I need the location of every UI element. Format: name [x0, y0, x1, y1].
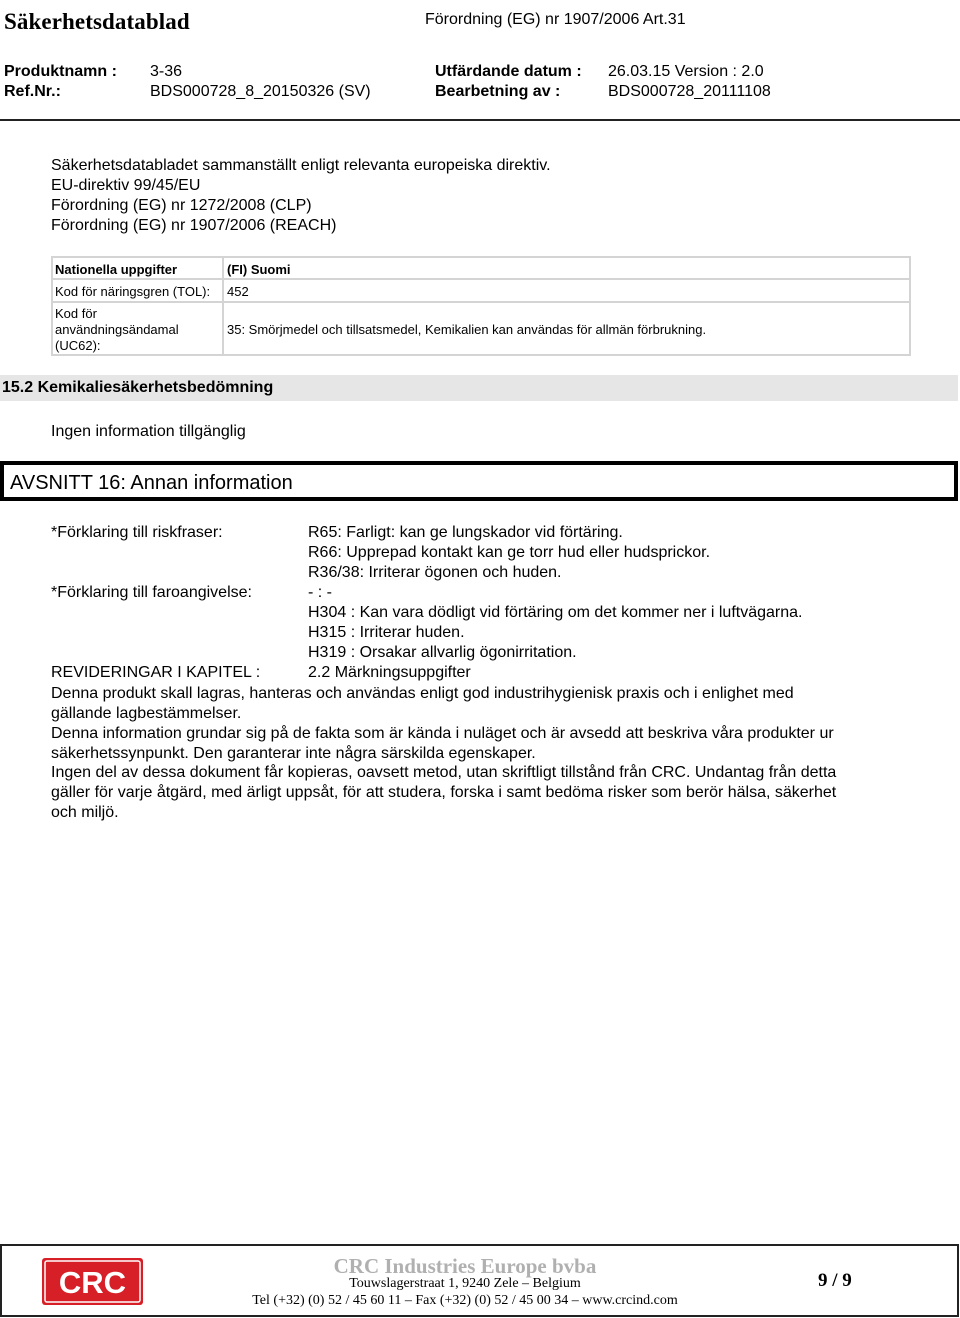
section-15-2-header — [0, 375, 958, 401]
header-divider — [0, 119, 960, 121]
ref-number-label: Ref.Nr.: — [4, 83, 61, 100]
risk-phrase: R66: Upprepad kontakt kan ge torr hud eller hudsprickor. — [308, 544, 711, 561]
paragraph-line: Ingen del av dessa dokument får kopieras, oavsett metod, utan skriftligt tillstånd från CRC. Undantag från detta — [51, 764, 837, 781]
issue-date-label: Utfärdande datum : — [435, 63, 582, 80]
hazard-statement: H304 : Kan vara dödligt vid förtäring om det kommer ner i luftvägarna. — [308, 604, 803, 621]
ref-number-value: BDS000728_8_20150326 (SV) — [150, 83, 371, 100]
table-row — [53, 280, 909, 303]
table-row — [53, 303, 909, 354]
table-row — [53, 258, 909, 280]
company-contact: Tel (+32) (0) 52 / 45 60 11 – Fax (+32) (0) 52 / 45 00 34 – www.crcind.com — [252, 1293, 678, 1308]
company-name: CRC Industries Europe bvba — [333, 1254, 597, 1278]
paragraph-line: Denna information grundar sig på de fakta som är kända i nuläget och är avsedd att beskriva våra produkter ur — [51, 725, 834, 742]
hazard-statement: - : - — [308, 584, 332, 601]
uc62-label-line: Kod för — [55, 306, 97, 321]
processing-label: Bearbetning av : — [435, 83, 561, 100]
section-15-2-body: Ingen information tillgänglig — [51, 423, 246, 440]
paragraph-line: säkerhetssynpunkt. Den garanterar inte några särskilda egenskaper. — [51, 745, 536, 762]
regulatory-line: Förordning (EG) nr 1272/2008 (CLP) — [51, 197, 312, 214]
tol-label: Kod för näringsgren (TOL): — [53, 280, 224, 301]
country-value: (FI) Suomi — [227, 262, 291, 277]
section-16-title: AVSNITT 16: Annan information — [10, 472, 293, 494]
risk-phrase: R36/38: Irriterar ögonen och huden. — [308, 564, 562, 581]
risk-phrase: R65: Farligt: kan ge lungskador vid förtäring. — [308, 524, 623, 541]
issue-date-value: 26.03.15 Version : 2.0 — [608, 63, 764, 80]
national-info-label: Nationella uppgifter — [53, 258, 224, 278]
logo-text: CRC — [58, 1265, 127, 1300]
revisions-label: REVIDERINGAR I KAPITEL : — [51, 664, 261, 681]
section-16-header — [0, 461, 958, 501]
national-info-table — [51, 256, 911, 356]
hazard-statement: H315 : Irriterar huden. — [308, 624, 465, 641]
product-name-label: Produktnamn : — [4, 63, 117, 80]
uc62-label-line: (UC62): — [55, 338, 101, 353]
uc62-label-line: användningsändamal — [55, 322, 179, 337]
risk-phrases-label: *Förklaring till riskfraser: — [51, 524, 223, 541]
hazard-statement: H319 : Orsakar allvarlig ögonirritation. — [308, 644, 577, 661]
regulatory-line: Förordning (EG) nr 1907/2006 (REACH) — [51, 217, 337, 234]
uc62-value: 35: Smörjmedel och tillsatsmedel, Kemikalien kan användas för allmän förbrukning. — [227, 322, 707, 337]
document-title: Säkerhetsdatablad — [4, 9, 190, 34]
product-name-value: 3-36 — [150, 63, 183, 80]
section-15-2-title: 15.2 Kemikaliesäkerhetsbedömning — [2, 379, 274, 396]
regulation-reference: Förordning (EG) nr 1907/2006 Art.31 — [425, 11, 686, 28]
regulatory-line: EU-direktiv 99/45/EU — [51, 177, 201, 194]
paragraph-line: och miljö. — [51, 804, 119, 821]
company-address: Touwslagerstraat 1, 9240 Zele – Belgium — [349, 1276, 581, 1291]
page-number: 9 / 9 — [818, 1270, 852, 1291]
uc62-label — [53, 303, 224, 354]
paragraph-line: Denna produkt skall lagras, hanteras och användas enligt god industrihygienisk praxis och i enlighet med — [51, 685, 794, 702]
paragraph-line: gällande lagbestämmelser. — [51, 705, 242, 722]
regulatory-line: Säkerhetsdatabladet sammanställt enligt relevanta europeiska direktiv. — [51, 157, 551, 174]
tol-value: 452 — [227, 284, 249, 299]
paragraph-line: gäller för varje åtgärd, med ärligt uppsåt, för att studera, forska i samt bedöma risker som berör hälsa, säkerhet — [51, 784, 837, 801]
processing-value: BDS000728_20111108 — [608, 83, 771, 100]
hazard-statements-label: *Förklaring till faroangivelse: — [51, 584, 252, 601]
revisions-value: 2.2 Märkningsuppgifter — [308, 664, 471, 681]
